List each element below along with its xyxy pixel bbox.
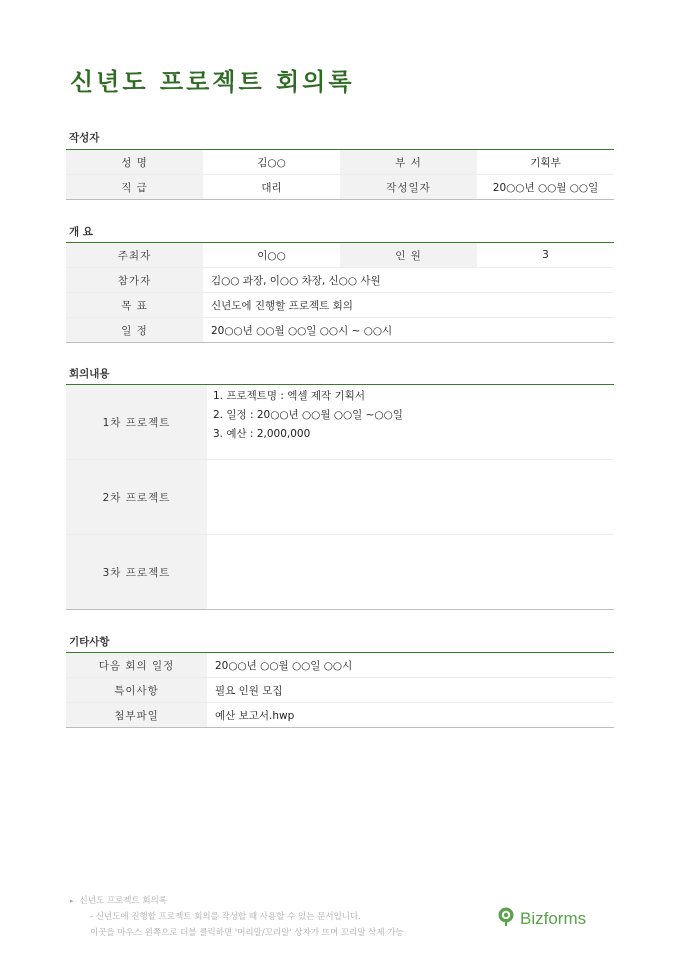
footer-desc-line: - 신년도에 진행할 프로젝트 회의를 작성할 때 사용할 수 있는 문서입니다. (90, 912, 361, 922)
next-meeting-value: 20○○년 ○○월 ○○일 ○○시 (207, 653, 614, 678)
writer-table (66, 149, 614, 200)
section-label-etc: 기타사항 (69, 636, 110, 648)
leaf-tree-icon (497, 907, 515, 931)
host-label: 주최자 (66, 243, 203, 268)
attachment-label: 첨부파일 (66, 703, 207, 728)
host-value: 이○○ (203, 243, 340, 268)
footer-title-line: ▸ 신년도 프로젝트 회의록 (70, 896, 168, 906)
brand-name: Bizforms (520, 909, 587, 928)
table-row (66, 293, 614, 318)
project-3-content (207, 535, 614, 610)
overview-table (66, 242, 614, 343)
schedule-value: 20○○년 ○○월 ○○일 ○○시 ~ ○○시 (211, 324, 393, 337)
table-row (66, 318, 614, 343)
position-value: 대리 (261, 181, 282, 194)
note-value: 필요 인원 모집 (207, 678, 614, 703)
content-table (66, 384, 614, 610)
project-1-line: 1. 프로젝트명 : 엑셀 제작 기획서 (213, 390, 365, 402)
table-row (66, 385, 614, 460)
project-1-content (207, 385, 614, 460)
project-2-content (207, 460, 614, 535)
date-label: 작성일자 (340, 175, 477, 200)
footer-note (70, 893, 404, 941)
project-1-line: 3. 예산 : 2,000,000 (213, 428, 311, 440)
project-3-label: 3차 프로젝트 (66, 535, 207, 610)
attendees-label: 참가자 (66, 268, 203, 293)
position-label: 직 급 (66, 175, 203, 200)
dept-value: 기획부 (477, 150, 614, 175)
project-2-label: 2차 프로젝트 (66, 460, 207, 535)
table-row (66, 535, 614, 610)
table-row (66, 460, 614, 535)
footer-help-line: 이곳을 마우스 왼쪽으로 더블 클릭하면 '머리말/꼬리말' 상자가 뜨며 꼬리말 삭제 가능 (90, 928, 404, 938)
date-value: 20○○년 ○○월 ○○일 (492, 181, 599, 194)
table-row (66, 175, 614, 200)
attendees-value: 김○○ 과장, 이○○ 차장, 신○○ 사원 (203, 268, 614, 293)
dept-label: 부 서 (340, 150, 477, 175)
table-row (66, 268, 614, 293)
section-label-content: 회의내용 (69, 368, 110, 380)
section-label-overview: 개 요 (69, 226, 93, 238)
name-value: 김○○ (203, 150, 340, 175)
count-value: 3 (477, 243, 614, 268)
project-1-label: 1차 프로젝트 (66, 385, 207, 460)
next-meeting-label: 다음 회의 일정 (66, 653, 207, 678)
project-1-line: 2. 일정 : 20○○년 ○○월 ○○일 ~○○일 (213, 409, 403, 421)
count-label: 인 원 (340, 243, 477, 268)
goal-label: 목 표 (66, 293, 203, 318)
attachment-value: 예산 보고서.hwp (215, 709, 295, 722)
bullet-icon: ▸ (70, 897, 74, 905)
table-row (66, 653, 614, 678)
section-label-writer: 작성자 (69, 132, 100, 144)
goal-value: 신년도에 진행할 프로젝트 회의 (203, 293, 614, 318)
table-row (66, 243, 614, 268)
etc-table (66, 652, 614, 728)
note-label: 특이사항 (66, 678, 207, 703)
page-title: 신년도 프로젝트 회의록 (70, 68, 355, 96)
schedule-label: 일 정 (66, 318, 203, 343)
bizforms-logo (497, 907, 586, 931)
table-row (66, 703, 614, 728)
table-row (66, 678, 614, 703)
name-label: 성 명 (66, 150, 203, 175)
table-row (66, 150, 614, 175)
